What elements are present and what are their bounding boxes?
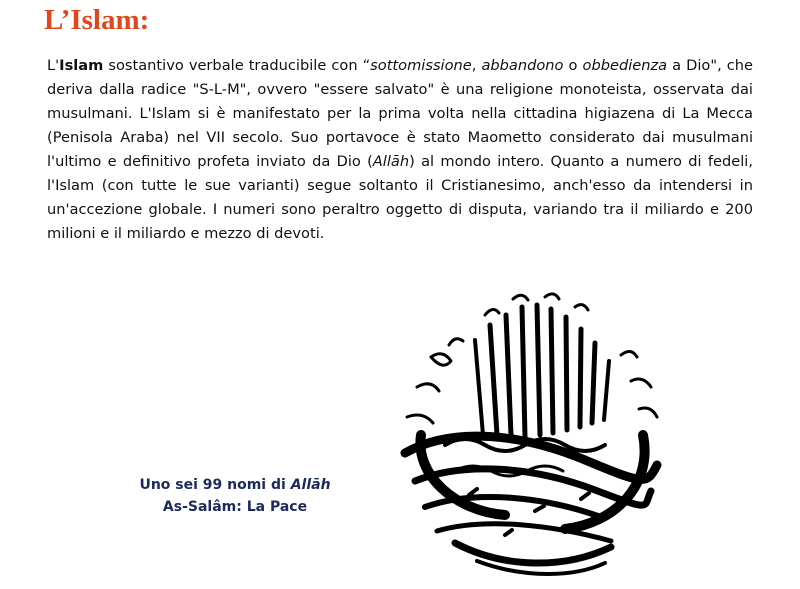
paragraph-text: ) al mondo intero. Quanto a numero di fedeli, l'Islam (con tutte le sue varianti) segue soltanto il Cristianesimo, anch'esso da intendersi in un'accezione globale. I numeri sono peraltro oggetto di disputa, variando tra il miliardo e 200 milioni e il miliardo e mezzo di devoti.	[47, 153, 753, 242]
paragraph-text: a Dio", che deriva dalla radice "S-L-M", ovvero "essere salvato" è una religione monoteista, osservata dai musulmani. L'Islam si è manifestato per la prima volta nella cittadina higiazena di La Mecca (Penisola Araba) nel VII secolo. Suo portavoce è stato Maometto considerato dai musulmani l'ultimo e definitivo profeta inviato da Dio (	[47, 57, 753, 170]
intro-paragraph	[47, 54, 753, 246]
paragraph-bold-term: Islam	[59, 57, 104, 74]
paragraph-italic-term: sottomissione	[370, 57, 472, 74]
caption-line-1	[120, 474, 350, 496]
paragraph-text: ,	[471, 57, 482, 74]
paragraph-italic-term: abbandono	[481, 57, 564, 74]
caption-prefix: Uno sei 99 nomi di	[139, 477, 291, 493]
paragraph-text: sostantivo verbale traducibile con “	[103, 57, 371, 74]
page-title: L’Islam:	[44, 4, 150, 36]
arabic-calligraphy-basmala-image	[385, 285, 675, 583]
paragraph-text: o	[563, 57, 583, 74]
caption-name: Allāh	[290, 477, 331, 493]
paragraph-italic-term: Allāh	[372, 153, 410, 170]
image-caption	[120, 474, 350, 518]
paragraph-italic-term: obbedienza	[582, 57, 668, 74]
caption-line-2: As-Salâm: La Pace	[162, 499, 308, 515]
paragraph-text: L'	[47, 57, 60, 74]
